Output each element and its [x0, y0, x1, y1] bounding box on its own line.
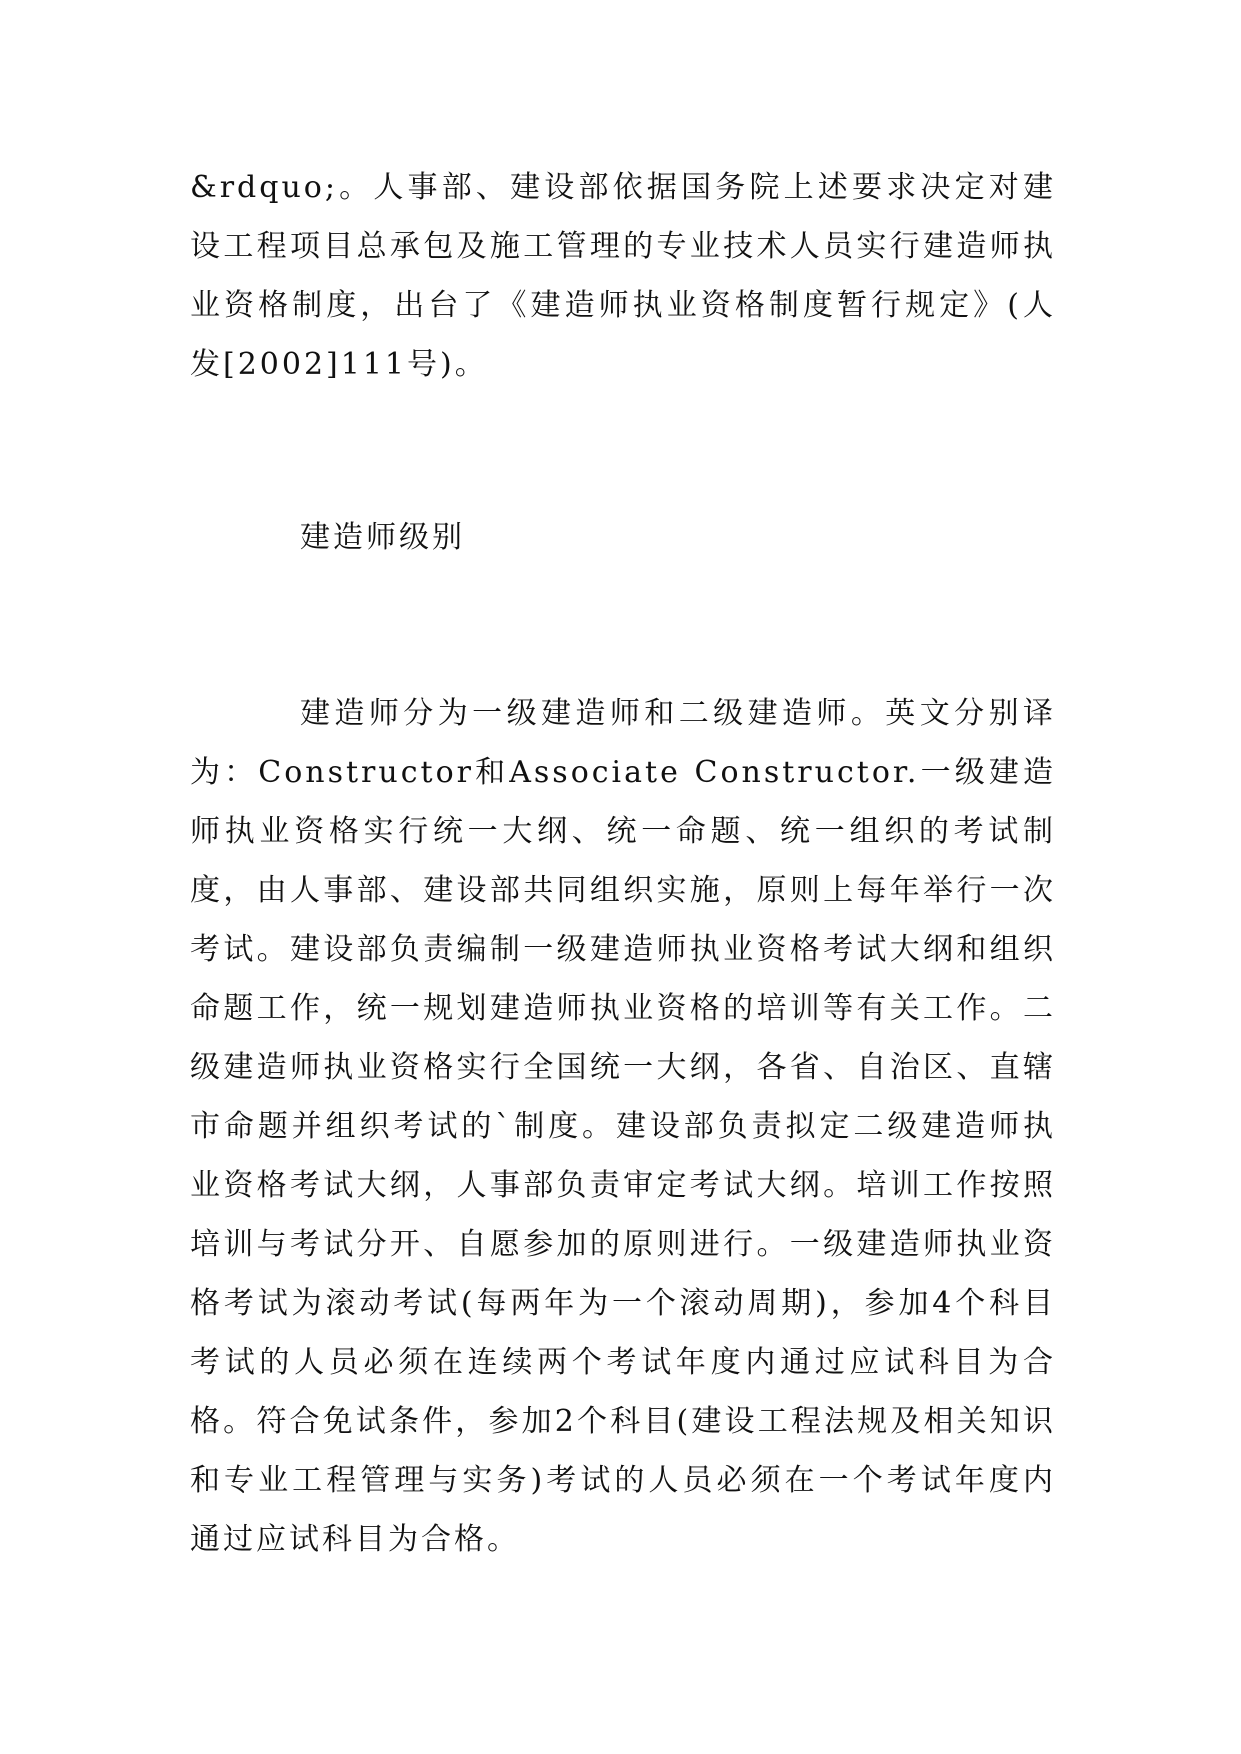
paragraph-intro-continuation: &rdquo;。人事部、建设部依据国务院上述要求决定对建设工程项目总承包及施工管理的专业技术人员实行建造师执业资格制度，出台了《建造师执业资格制度暂行规定》(人发[2002]111号)。 [190, 170, 1056, 382]
paragraph-constructor-levels: 建造师分为一级建造师和二级建造师。英文分别译为：Constructor和Associate Constructor.一级建造师执业资格实行统一大纲、统一命题、统一组织的考试制度，由人事部、建设部共同组织实施，原则上每年举行一次考试。建设部负责编制一级建造师执业资格考试大纲和组织命题工作，统一规划建造师执业资格的培训等有关工作。二级建造师执业资格实行全国统一大纲，各省、自治区、直辖市命题并组织考试的`制度。建设部负责拟定二级建造师执业资格考试大纲，人事部负责审定考试大纲。培训工作按照培训与考试分开、自愿参加的原则进行。一级建造师执业资格考试为滚动考试(每两年为一个滚动周期)，参加4个科目考试的人员必须在连续两个考试年度内通过应试科目为合格。符合免试条件，参加2个科目(建设工程法规及相关知识和专业工程管理与实务)考试的人员必须在一个考试年度内通过应试科目为合格。 [190, 696, 1056, 1557]
section-heading: 建造师级别 [300, 520, 465, 555]
